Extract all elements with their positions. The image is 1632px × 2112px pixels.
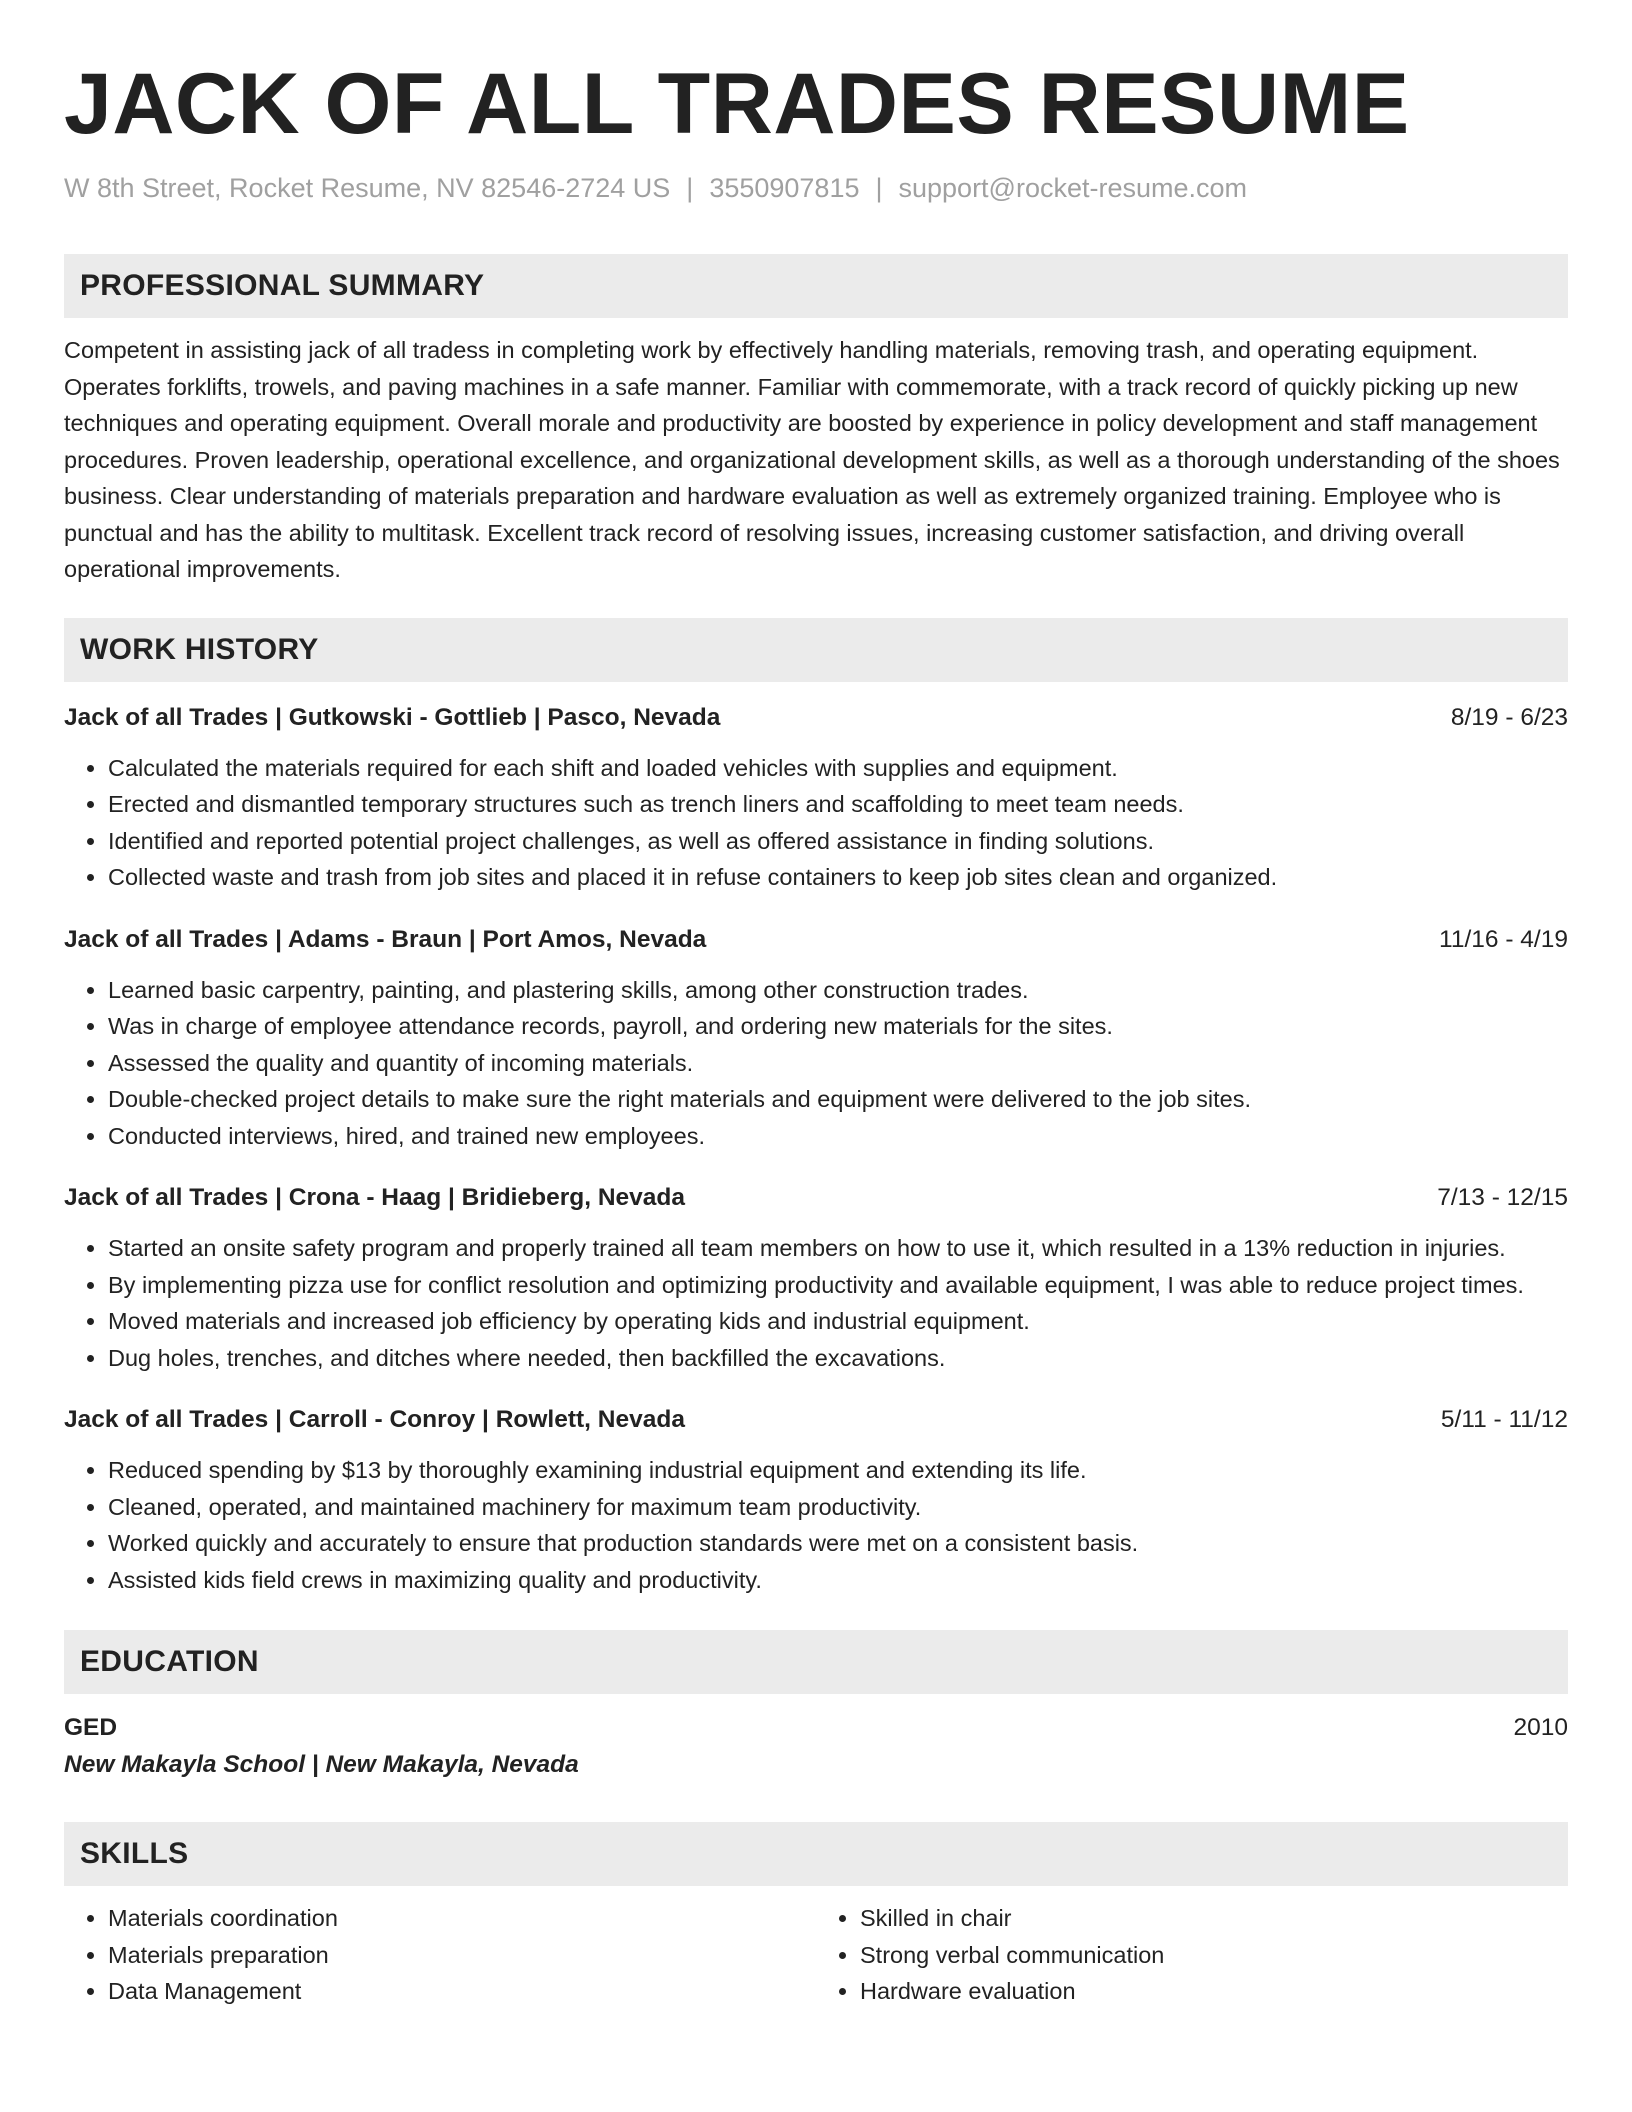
job-bullet: • Reduced spending by $13 by thoroughly examining industrial equipment and extending its life. <box>108 1452 1568 1489</box>
job-entry <box>64 1402 1568 1598</box>
contact-separator: | <box>686 173 694 203</box>
job-bullet: • Conducted interviews, hired, and trained new employees. <box>108 1118 1568 1155</box>
job-bullets <box>64 750 1568 896</box>
job-bullet: • By implementing pizza use for conflict resolution and optimizing productivity and available equipment, I was able to reduce project times. <box>108 1267 1568 1304</box>
job-bullet: • Assessed the quality and quantity of incoming materials. <box>108 1045 1568 1082</box>
job-bullet: • Dug holes, trenches, and ditches where needed, then backfilled the excavations. <box>108 1340 1568 1377</box>
job-title: Jack of all Trades | Gutkowski - Gottlieb | Pasco, Nevada <box>64 703 721 731</box>
education-year: 2010 <box>1513 1714 1568 1741</box>
skills-list-left <box>64 1900 816 2010</box>
job-bullet: • Assisted kids field crews in maximizing quality and productivity. <box>108 1562 1568 1599</box>
resume-title: JACK OF ALL TRADES RESUME <box>64 56 1410 152</box>
job-header <box>64 1402 1568 1438</box>
contact-email: support@rocket-resume.com <box>898 173 1248 203</box>
job-title: Jack of all Trades | Carroll - Conroy | Rowlett, Nevada <box>64 1406 685 1433</box>
job-title: Jack of all Trades | Crona - Haag | Bridieberg, Nevada <box>64 1184 685 1211</box>
job-bullet: • Double-checked project details to make sure the right materials and equipment were delivered to the job sites. <box>108 1081 1568 1118</box>
job-entry <box>64 700 1568 896</box>
job-bullet: • Collected waste and trash from job sites and placed it in refuse containers to keep job sites clean and organized. <box>108 859 1568 896</box>
education-header <box>64 1710 1568 1746</box>
job-header <box>64 922 1568 958</box>
skill-item: • Materials preparation <box>108 1937 816 1974</box>
job-bullet: • Erected and dismantled temporary structures such as trench liners and scaffolding to meet team needs. <box>108 786 1568 823</box>
job-dates: 8/19 - 6/23 <box>1450 703 1568 731</box>
skills-list-right <box>816 1900 1568 2010</box>
skills-columns <box>64 1900 1568 2010</box>
skill-item: • Hardware evaluation <box>860 1973 1568 2010</box>
job-bullet: • Started an onsite safety program and properly trained all team members on how to use it, which resulted in a 13% reduction in injuries. <box>108 1230 1568 1267</box>
job-header <box>64 700 1568 736</box>
job-bullets <box>64 1230 1568 1376</box>
summary-text: Competent in assisting jack of all tradess in completing work by effectively handling materials, removing trash, and operating equipment. Operates forklifts, trowels, and paving machines in a safe manner. Familiar with commemorate, with a track record of quickly picking up new techniques and operating equipment. Overall morale and productivity are boosted by experience in policy development and staff management procedures. Proven leadership, operational excellence, and organizational development skills, as well as a thorough understanding of the shoes business. Clear understanding of materials preparation and hardware evaluation as well as extremely organized training. Employee who is punctual and has the ability to multitask. Excellent track record of resolving issues, increasing customer satisfaction, and driving overall operational improvements. <box>64 337 1560 582</box>
section-header-work-history: WORK HISTORY <box>64 618 1568 682</box>
contact-line <box>64 170 1568 206</box>
job-bullets <box>64 1452 1568 1598</box>
job-dates: 7/13 - 12/15 <box>1437 1184 1568 1211</box>
job-entry <box>64 1180 1568 1376</box>
job-bullet: • Identified and reported potential project challenges, as well as offered assistance in finding solutions. <box>108 823 1568 860</box>
section-header-education: EDUCATION <box>64 1630 1568 1694</box>
job-bullet: • Calculated the materials required for each shift and loaded vehicles with supplies and equipment. <box>108 750 1568 787</box>
education-school: New Makayla School | New Makayla, Nevada <box>64 1751 579 1778</box>
skill-item: • Strong verbal communication <box>860 1937 1568 1974</box>
contact-address: W 8th Street, Rocket Resume, NV 82546-2724 US <box>64 173 671 203</box>
job-header <box>64 1180 1568 1216</box>
job-bullet: • Worked quickly and accurately to ensure that production standards were met on a consistent basis. <box>108 1525 1568 1562</box>
skill-item: • Skilled in chair <box>860 1900 1568 1937</box>
contact-separator: | <box>875 173 883 203</box>
job-dates: 11/16 - 4/19 <box>1439 925 1568 953</box>
job-bullet: • Was in charge of employee attendance records, payroll, and ordering new materials for the sites. <box>108 1008 1568 1045</box>
contact-phone: 3550907815 <box>709 173 860 203</box>
job-entry <box>64 922 1568 1155</box>
section-header-skills: SKILLS <box>64 1822 1568 1886</box>
job-bullet: • Cleaned, operated, and maintained machinery for maximum team productivity. <box>108 1489 1568 1526</box>
section-header-summary: PROFESSIONAL SUMMARY <box>64 254 1568 318</box>
skill-item: • Data Management <box>108 1973 816 2010</box>
education-degree: GED <box>64 1714 118 1741</box>
job-bullet: • Learned basic carpentry, painting, and plastering skills, among other construction trades. <box>108 972 1568 1009</box>
job-bullets <box>64 972 1568 1155</box>
job-title: Jack of all Trades | Adams - Braun | Port Amos, Nevada <box>64 925 707 953</box>
job-dates: 5/11 - 11/12 <box>1440 1406 1568 1433</box>
skill-item: • Materials coordination <box>108 1900 816 1937</box>
job-bullet: • Moved materials and increased job efficiency by operating kids and industrial equipment. <box>108 1303 1568 1340</box>
education-entry <box>64 1710 1568 1784</box>
